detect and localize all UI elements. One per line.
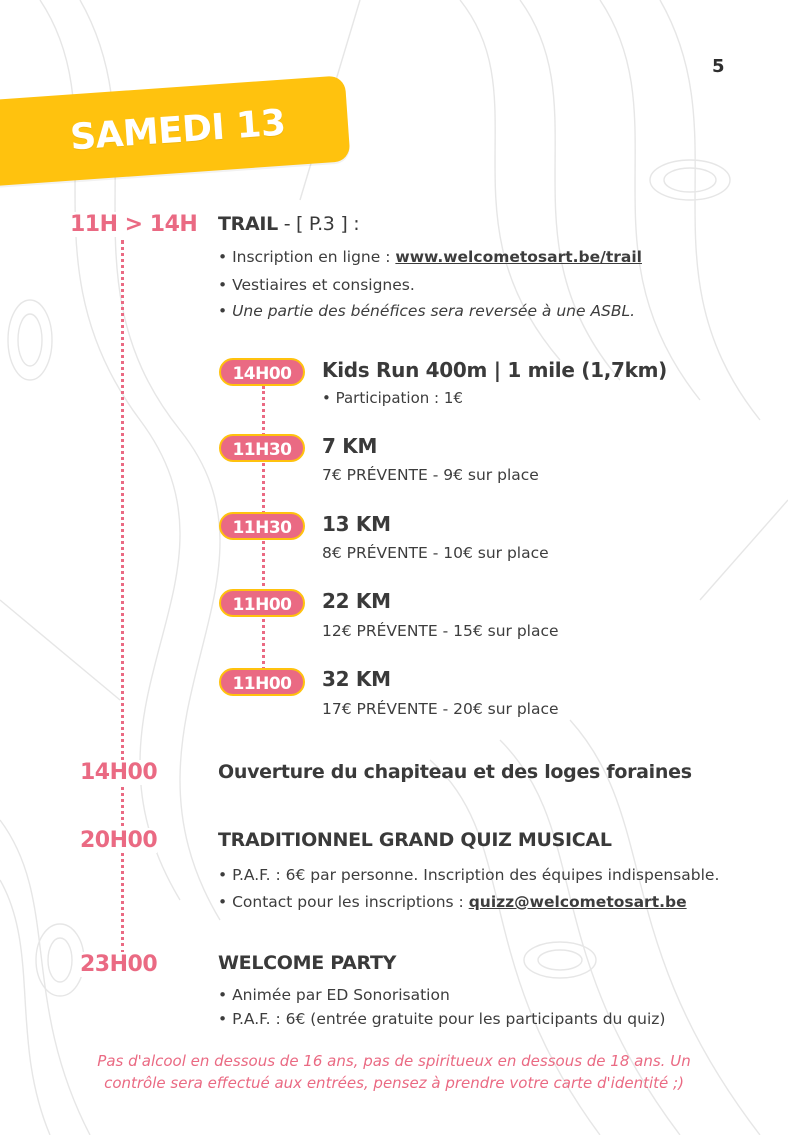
race-title: 7 KM	[322, 434, 378, 458]
race-price: 12€ PRÉVENTE - 15€ sur place	[322, 622, 559, 640]
race-price: 7€ PRÉVENTE - 9€ sur place	[322, 466, 539, 484]
trail-time: 11H > 14H	[70, 212, 198, 237]
party-line-fee: • P.A.F. : 6€ (entrée gratuite pour les participants du quiz)	[218, 1010, 666, 1028]
quiz-line-fee: • P.A.F. : 6€ par personne. Inscription des équipes indispensable.	[218, 866, 720, 884]
trail-registration-link[interactable]: www.welcometosart.be/trail	[395, 248, 642, 266]
footer-notice	[40, 1050, 748, 1094]
banner-title: SAMEDI 13	[68, 102, 287, 159]
race-price: • Participation : 1€	[322, 389, 463, 407]
race-price: 17€ PRÉVENTE - 20€ sur place	[322, 700, 559, 718]
event-title: Ouverture du chapiteau et des loges foraines	[218, 761, 692, 783]
trail-ref: - [ P.3 ] :	[277, 213, 360, 235]
trail-line-lockers: • Vestiaires et consignes.	[218, 276, 415, 294]
event-time: 14H00	[80, 760, 158, 785]
contact-label: • Contact pour les inscriptions :	[218, 893, 469, 911]
registration-label: • Inscription en ligne :	[218, 248, 396, 266]
event-time: 20H00	[80, 828, 158, 853]
quiz-line-contact	[218, 893, 687, 911]
race-time-pill: 11H00	[219, 668, 305, 696]
page-number: 5	[712, 56, 725, 77]
event-time: 23H00	[80, 952, 158, 977]
race-time-pill: 11H30	[219, 434, 305, 462]
race-time-pill: 11H30	[219, 512, 305, 540]
race-price: 8€ PRÉVENTE - 10€ sur place	[322, 544, 549, 562]
trail-heading	[218, 213, 359, 235]
race-title: 13 KM	[322, 512, 391, 536]
trail-line-charity: • Une partie des bénéfices sera reversée à une ASBL.	[218, 302, 636, 320]
event-title: WELCOME PARTY	[218, 952, 397, 974]
race-time-pill: 11H00	[219, 589, 305, 617]
race-time-pill: 14H00	[219, 358, 305, 386]
party-line-dj: • Animée par ED Sonorisation	[218, 986, 450, 1004]
race-title: 32 KM	[322, 667, 391, 691]
footer-line: contrôle sera effectué aux entrées, pensez à prendre votre carte d'identité ;)	[104, 1074, 684, 1092]
trail-title: TRAIL	[218, 213, 278, 235]
quiz-email-link[interactable]: quizz@welcometosart.be	[468, 893, 687, 911]
event-title: TRADITIONNEL GRAND QUIZ MUSICAL	[218, 829, 612, 851]
race-title: 22 KM	[322, 589, 391, 613]
race-title: Kids Run 400m | 1 mile (1,7km)	[322, 358, 668, 382]
footer-line: Pas d'alcool en dessous de 16 ans, pas de spiritueux en dessous de 18 ans. Un	[97, 1052, 691, 1070]
trail-line-registration	[218, 248, 642, 266]
